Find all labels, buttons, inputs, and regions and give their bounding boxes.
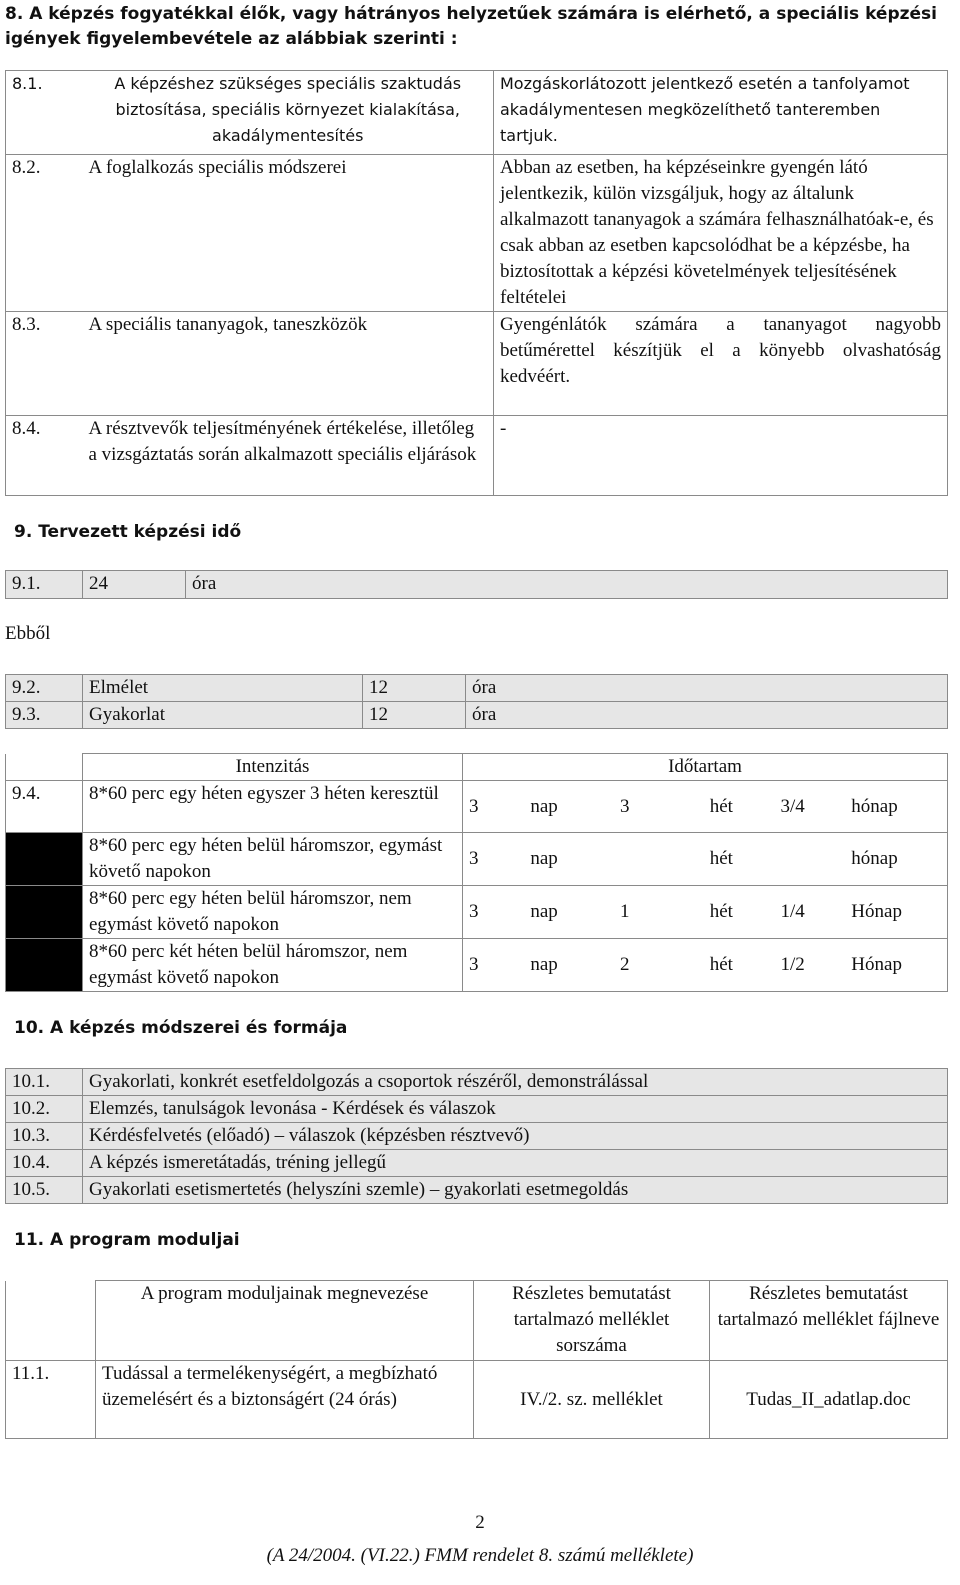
ebbol-label: Ebből bbox=[5, 623, 51, 644]
total-hours-value: 24 bbox=[83, 571, 186, 599]
honap-label: hónap bbox=[851, 795, 898, 817]
black-cell bbox=[6, 886, 83, 939]
honap-label: Hónap bbox=[851, 954, 902, 975]
nap-label: nap bbox=[530, 901, 558, 922]
row-number: 8.2. bbox=[6, 155, 83, 312]
split-label: Gyakorlat bbox=[83, 702, 363, 729]
het-label: hét bbox=[709, 795, 733, 817]
table-row bbox=[6, 71, 948, 155]
duration-cell bbox=[463, 886, 948, 939]
intensity-text: 8*60 perc egy héten belül háromszor, egymást követő napokon bbox=[83, 833, 463, 886]
column-header-file: Részletes bemutatást tartalmazó melléklet fájlneve bbox=[710, 1281, 948, 1361]
column-header-name: A program moduljainak megnevezése bbox=[96, 1281, 474, 1361]
nap-value: 3 bbox=[469, 901, 479, 922]
row-value: Gyengénlátók számára a tananyagot nagyobb betűmérettel készítjük el a könyebb olvashatóság kedvéért. bbox=[494, 312, 948, 416]
nap-value: 3 bbox=[469, 848, 479, 869]
honap-value: 1/2 bbox=[780, 954, 805, 975]
table-row bbox=[6, 571, 948, 599]
modules-table bbox=[5, 1280, 948, 1439]
row-number: 10.1. bbox=[6, 1069, 83, 1096]
page-number: 2 bbox=[475, 1512, 485, 1533]
footer-note: (A 24/2004. (VI.22.) FMM rendelet 8. számú melléklete) bbox=[266, 1545, 694, 1566]
table-row bbox=[6, 886, 948, 939]
het-label: hét bbox=[709, 848, 733, 869]
table-row bbox=[6, 312, 948, 416]
split-unit: óra bbox=[466, 702, 948, 729]
table-row bbox=[6, 1096, 948, 1123]
table-row bbox=[6, 1123, 948, 1150]
intensity-table bbox=[5, 753, 948, 992]
table-row bbox=[6, 1177, 948, 1204]
table-row bbox=[6, 675, 948, 702]
total-hours-unit: óra bbox=[186, 571, 948, 599]
row-number: 9.2. bbox=[6, 675, 83, 702]
annex-file: Tudas_II_adatlap.doc bbox=[710, 1361, 948, 1439]
honap-label: hónap bbox=[851, 848, 898, 869]
row-number: 8.4. bbox=[6, 416, 83, 496]
black-cell bbox=[6, 939, 83, 992]
row-label: A foglalkozás speciális módszerei bbox=[83, 155, 494, 312]
row-number: 10.3. bbox=[6, 1123, 83, 1150]
table-row bbox=[6, 1069, 948, 1096]
row-number: 8.3. bbox=[6, 312, 83, 416]
row-number: 8.1. bbox=[6, 71, 83, 155]
honap-value bbox=[781, 846, 852, 872]
honap-value: 3/4 bbox=[780, 795, 805, 817]
section-8-heading: 8. A képzés fogyatékkal élők, vagy hátrányos helyzetűek számára is elérhető, a speciális képzési igények figyelembevétele az alábbiak szerinti : bbox=[5, 4, 938, 49]
split-unit: óra bbox=[466, 675, 948, 702]
intensity-header: Intenzitás bbox=[83, 754, 463, 781]
row-number: 10.5. bbox=[6, 1177, 83, 1204]
nap-label: nap bbox=[530, 795, 558, 817]
black-cell bbox=[6, 833, 83, 886]
hours-split-table bbox=[5, 674, 948, 729]
row-label: A résztvevők teljesítményének értékelése, illetőleg a vizsgáztatás során alkalmazott speciális eljárások bbox=[83, 416, 494, 496]
honap-value: 1/4 bbox=[780, 901, 805, 922]
nap-label: nap bbox=[530, 954, 558, 975]
section-8-table bbox=[5, 70, 948, 496]
het-label: hét bbox=[709, 954, 733, 975]
het-label: hét bbox=[709, 901, 733, 922]
table-row bbox=[6, 416, 948, 496]
intensity-text: 8*60 perc két héten belül háromszor, nem egymást követő napokon bbox=[83, 939, 463, 992]
nap-label: nap bbox=[530, 848, 558, 869]
row-number: 9.3. bbox=[6, 702, 83, 729]
table-row bbox=[6, 155, 948, 312]
method-text: Kérdésfelvetés (előadó) – válaszok (képzésben résztvevő) bbox=[83, 1123, 948, 1150]
honap-label: Hónap bbox=[851, 901, 902, 922]
row-value: Mozgáskorlátozott jelentkező esetén a tanfolyamot akadálymentesen megközelíthető tanteremben tartjuk. bbox=[494, 71, 948, 155]
nap-value: 3 bbox=[469, 795, 479, 817]
nap-value: 3 bbox=[469, 954, 479, 975]
table-row bbox=[6, 754, 948, 781]
row-number: 9.1. bbox=[6, 571, 83, 599]
table-row bbox=[6, 833, 948, 886]
methods-table bbox=[5, 1068, 948, 1204]
table-row bbox=[6, 939, 948, 992]
intensity-text: 8*60 perc egy héten egyszer 3 héten keresztül bbox=[83, 781, 463, 833]
column-header-annex: Részletes bemutatást tartalmazó melléklet sorszáma bbox=[474, 1281, 710, 1361]
method-text: Elemzés, tanulságok levonása - Kérdések és válaszok bbox=[83, 1096, 948, 1123]
split-value: 12 bbox=[363, 675, 466, 702]
het-value: 2 bbox=[620, 954, 630, 975]
split-label: Elmélet bbox=[83, 675, 363, 702]
table-row bbox=[6, 702, 948, 729]
table-row bbox=[6, 1361, 948, 1439]
table-row bbox=[6, 1150, 948, 1177]
duration-header: Időtartam bbox=[463, 754, 948, 781]
row-number: 10.4. bbox=[6, 1150, 83, 1177]
total-hours-table bbox=[5, 570, 948, 599]
het-value: 3 bbox=[620, 795, 630, 817]
het-value bbox=[620, 846, 710, 872]
annex-number: IV./2. sz. melléklet bbox=[474, 1361, 710, 1439]
het-value: 1 bbox=[620, 901, 630, 922]
method-text: Gyakorlati esetismertetés (helyszíni szemle) – gyakorlati esetmegoldás bbox=[83, 1177, 948, 1204]
row-number: 9.4. bbox=[6, 781, 83, 833]
section-10-heading: 10. A képzés módszerei és formája bbox=[14, 1018, 348, 1038]
row-value: - bbox=[494, 416, 948, 496]
row-label: A speciális tananyagok, taneszközök bbox=[83, 312, 494, 416]
intensity-text: 8*60 perc egy héten belül háromszor, nem egymást követő napokon bbox=[83, 886, 463, 939]
row-value: Abban az esetben, ha képzéseinkre gyengén látó jelentkezik, külön vizsgáljuk, hogy az általunk alkalmazott tananyagok a számára felhasználhatóak-e, és csak abban az esetben kapcsolódhat be a képzésbe, ha biztosítottak a képzési követelmények teljesítésének feltételei bbox=[494, 155, 948, 312]
method-text: Gyakorlati, konkrét esetfeldolgozás a csoportok részéről, demonstrálással bbox=[83, 1069, 948, 1096]
table-row bbox=[6, 1281, 948, 1361]
module-name: Tudással a termelékenységért, a megbízható üzemelésért és a biztonságért (24 órás) bbox=[96, 1361, 474, 1439]
row-label: A képzéshez szükséges speciális szaktudás biztosítása, speciális környezet kialakítása, akadálymentesítés bbox=[83, 71, 494, 155]
row-number: 10.2. bbox=[6, 1096, 83, 1123]
split-value: 12 bbox=[363, 702, 466, 729]
table-row bbox=[6, 781, 948, 833]
duration-cell bbox=[463, 939, 948, 992]
duration-cell bbox=[463, 781, 948, 833]
method-text: A képzés ismeretátadás, tréning jellegű bbox=[83, 1150, 948, 1177]
section-9-heading: 9. Tervezett képzési idő bbox=[14, 522, 242, 542]
row-number: 11.1. bbox=[6, 1361, 96, 1439]
section-11-heading: 11. A program moduljai bbox=[14, 1230, 240, 1250]
duration-cell bbox=[463, 833, 948, 886]
